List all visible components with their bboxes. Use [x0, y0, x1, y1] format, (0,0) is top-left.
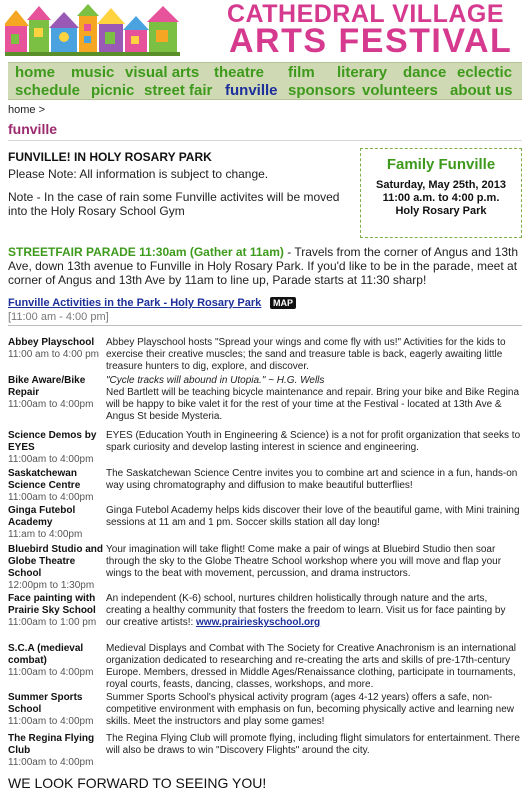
activity-hours: 11:00am to 4:00pm	[8, 757, 94, 768]
breadcrumb[interactable]: home >	[8, 104, 45, 116]
family-funville-time: 11:00 a.m. to 4:00 p.m.	[382, 192, 500, 204]
family-funville-box	[360, 148, 522, 238]
parade-highlight: STREETFAIR PARADE 11:30am (Gather at 11am)	[8, 245, 284, 259]
prairie-sky-link[interactable]: www.prairieskyschool.org	[196, 617, 321, 628]
activity-name: Science Demos by EYES 11:00am to 4:00pm	[8, 430, 103, 466]
note-change: Please Note: All information is subject to change.	[8, 167, 269, 181]
activity-hours: 11:00am to 4:00pm	[8, 492, 94, 503]
main-nav	[8, 62, 522, 100]
nav-street-fair[interactable]: street fair	[144, 82, 213, 99]
activities-time: [11:00 am - 4:00 pm]	[8, 311, 109, 323]
family-funville-details	[361, 179, 521, 218]
activity-name: Summer Sports School 11:00am to 4:00pm	[8, 692, 103, 728]
activity-desc: Abbey Playschool hosts "Spread your wings and come fly with us!" Activities for the kids to exercise their creative muscles; the sand and treasure table is back, eagerly awaiting little treasure hunters to dig, explore, and discover.	[106, 337, 506, 372]
parade-text: - Travels from the corner of Angus and 13th Ave, down 13th avenue to Funville in Holy Rosary Park. If you'd like to be in the parade, meet at corner of Angus and 13th Ave by 11am to line up, Parade starts at 11:30 sharp!	[8, 245, 518, 287]
nav-home[interactable]: home	[15, 64, 56, 81]
page-title: funville	[8, 121, 58, 137]
activities-link[interactable]: Funville Activities in the Park - Holy Rosary Park	[8, 297, 262, 309]
activity-name: S.C.A (medieval combat) 11:00am to 4:00pm	[8, 643, 103, 679]
nav-schedule[interactable]: schedule	[15, 82, 81, 99]
activity-name: Bike Aware/Bike Repair 11:00am to 4:00pm	[8, 375, 103, 411]
activity-desc	[106, 375, 522, 423]
nav-sponsors[interactable]: sponsors	[288, 82, 356, 99]
nav-volunteers[interactable]: volunteers	[362, 82, 438, 99]
divider	[8, 140, 522, 141]
nav-eclectic[interactable]: eclectic	[457, 64, 513, 81]
nav-dance[interactable]: dance	[403, 64, 447, 81]
activity-hours: 11:00am to 1:00 pm	[8, 617, 97, 628]
activity-desc: EYES (Education Youth in Engineering & Science) is a not for profit organization that seeks to spark curiosity and develop lasting interest in science and engineering.	[106, 430, 521, 453]
family-funville-title: Family Funville	[386, 156, 496, 173]
nav-theatre[interactable]: theatre	[214, 64, 265, 81]
activity-hours: 11:00 am to 4:00 pm	[8, 349, 99, 360]
activity-desc-text: Ned Bartlett will be teaching bicycle maintenance and repair. Bring your bike and Bike Regina will be happy to bike valet it for the rest of your time at the Festival - located at 13th Ave & Angus St beside Mysteria.	[106, 387, 520, 422]
activity-desc: Medieval Displays and Combat with The Society for Creative Anachronism is an international organization dedicated to researching and re-creating the arts and skills of pre-17th-century Europe. Members, dressed in Middle Ages/Renaissance clothing, participate in tournaments, royal courts, feasts, dancing, classes, workshops, and more.	[106, 643, 517, 690]
activity-desc: The Regina Flying Club will promote flying, including flight simulators for entertainment. There will also be draws to win "Discovery Flights" around the city.	[106, 733, 520, 756]
activity-desc: Summer Sports School's physical activity program (ages 4-12 years) offers a safe, non-competitive environment with emphasis on fun, becoming physically active and learning new skills. Meet the instructors and play some games!	[106, 692, 514, 727]
nav-visual-arts[interactable]: visual arts	[125, 64, 200, 81]
activity-hours: 11:00am to 4:00pm	[8, 716, 94, 727]
activity-desc: An independent (K-6) school, nurtures children holistically through nature and the arts, creating a healthy community that fosters the freedom to learn. Visit us for face painting by our creative artists!: www.prairieskyschool.org	[106, 593, 506, 628]
activity-hours: 12:00pm to 1:30pm	[8, 580, 95, 591]
activity-quote: "Cycle tracks will abound in Utopia." ~ H.G. Wells	[106, 375, 325, 386]
activity-hours: 11:00am to 4:00pm	[8, 667, 94, 678]
activity-name: The Regina Flying Club 11:00am to 4:00pm	[8, 733, 103, 769]
activities-divider	[8, 325, 522, 326]
nav-film[interactable]: film	[288, 64, 315, 81]
family-funville-date: Saturday, May 25th, 2013	[375, 179, 507, 191]
section-heading: FUNVILLE! IN HOLY ROSARY PARK	[8, 150, 212, 164]
activity-desc: The Saskatchewan Science Centre invites you to combine art and science in a fun, hands-on way using chromatography and diffusion to make beautiful butterflies!	[106, 468, 518, 491]
nav-funville[interactable]: funville	[225, 82, 278, 99]
activity-hours: 11:00am to 4:00pm	[8, 454, 94, 465]
parade-info	[8, 245, 522, 287]
nav-about-us[interactable]: about us	[450, 82, 513, 99]
activity-name: Face painting with Prairie Sky School 11:00am to 1:00 pm	[8, 593, 103, 629]
village-logo[interactable]	[5, 4, 180, 56]
family-funville-place: Holy Rosary Park	[395, 205, 487, 217]
site-header	[0, 0, 530, 60]
activity-name: Ginga Futebol Academy 11:am to 4:00pm	[8, 505, 103, 541]
nav-picnic[interactable]: picnic	[91, 82, 135, 99]
activity-name: Abbey Playschool 11:00 am to 4:00 pm	[8, 337, 103, 361]
activity-name: Saskatchewan Science Centre 11:00am to 4:00pm	[8, 468, 103, 504]
festival-title-line2: ARTS FESTIVAL	[229, 22, 513, 60]
activity-hours: 11:00am to 4:00pm	[8, 399, 94, 410]
closing-message: WE LOOK FORWARD TO SEEING YOU!	[8, 775, 267, 791]
activity-name: Bluebird Studio and Globe Theatre School 12:00pm to 1:30pm	[8, 544, 103, 591]
nav-music[interactable]: music	[71, 64, 115, 81]
note-rain: Note - In the case of rain some Funville activites will be moved into the Holy Rosary School Gym	[8, 190, 340, 218]
map-badge[interactable]: MAP	[270, 297, 296, 309]
festival-title-line1: CATHEDRAL VILLAGE	[227, 0, 505, 28]
activity-desc: Ginga Futebol Academy helps kids discover their love of the beautiful game, with Mini training sessions at 11 am and 1 pm. Soccer skills station all day long!	[106, 505, 520, 528]
nav-literary[interactable]: literary	[337, 64, 388, 81]
activity-hours: 11:am to 4:00pm	[8, 529, 83, 540]
activity-desc: Your imagination will take flight! Come make a pair of wings at Bluebird Studio then soar through the sky to the Globe Theatre School workshop where you will move and flap your wings to the beat with movement, percussion, and drama instructors.	[106, 544, 502, 579]
